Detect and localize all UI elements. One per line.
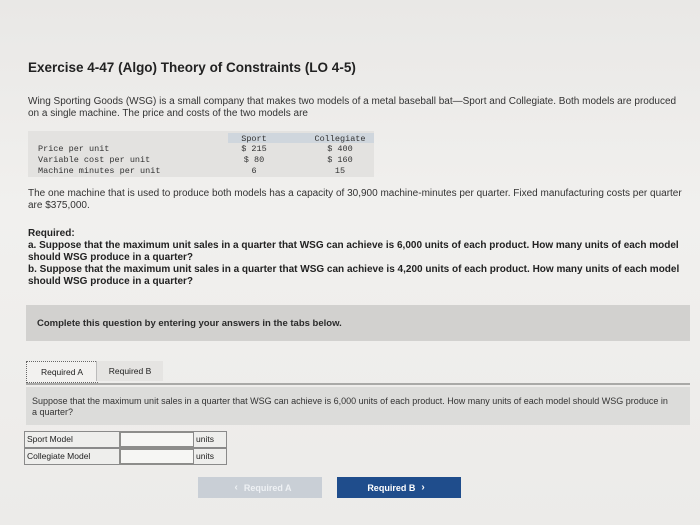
required-section — [28, 228, 690, 288]
intro-text: Wing Sporting Goods (WSG) is a small company that makes two models of a metal baseball bat—Sport and Collegiate. Both models are produced on a single machine. The price and costs of the two models are — [28, 96, 677, 119]
prev-button-label: Required A — [243, 482, 292, 493]
column-header-collegiate: Collegiate — [314, 134, 366, 144]
tab-required-b[interactable]: Required B — [96, 361, 163, 381]
required-b-text: b. Suppose that the maximum unit sales in a quarter that WSG can achieve is 4,200 units of each product. How many units of each model should WSG produce in a quarter? — [28, 264, 680, 287]
answer-label-sport: Sport Model — [24, 431, 120, 448]
next-button-label: Required B — [367, 482, 416, 493]
sport-units-input[interactable] — [119, 431, 195, 448]
cell-variable-collegiate: $ 160 — [327, 155, 353, 165]
answer-unit-collegiate: units — [193, 448, 227, 465]
next-required-button[interactable] — [337, 477, 461, 498]
question-panel — [26, 387, 690, 425]
answer-label-collegiate: Collegiate Model — [24, 448, 120, 465]
cell-price-sport: $ 215 — [241, 144, 267, 154]
instruction-banner — [26, 305, 690, 341]
tab-divider — [26, 383, 690, 385]
cell-variable-sport: $ 80 — [243, 155, 265, 165]
exercise-title: Exercise 4-47 (Algo) Theory of Constraints (LO 4-5) — [28, 60, 356, 75]
cell-minutes-collegiate: 15 — [334, 166, 346, 176]
prev-required-button[interactable] — [198, 477, 322, 498]
answer-unit-sport: units — [193, 431, 227, 448]
capacity-text: The one machine that is used to produce both models has a capacity of 30,900 machine-minutes per quarter. Fixed manufacturing costs per quarter are $375,000. — [28, 188, 682, 211]
row-label-price: Price per unit — [38, 144, 110, 154]
required-a-text: a. Suppose that the maximum unit sales in a quarter that WSG can achieve is 6,000 units of each product. How many units of each model should WSG produce in a quarter? — [28, 240, 679, 263]
cell-minutes-sport: 6 — [251, 166, 257, 176]
column-header-sport: Sport — [241, 134, 267, 144]
chevron-left-icon: ‹ — [234, 482, 238, 493]
price-cost-table — [28, 131, 374, 177]
instruction-text: Complete this question by entering your answers in the tabs below. — [37, 318, 342, 329]
chevron-right-icon: › — [421, 482, 425, 493]
required-heading: Required: — [28, 228, 75, 239]
question-text: Suppose that the maximum unit sales in a quarter that WSG can achieve is 6,000 units of each product. How many units of each model should WSG produce in a quarter? — [32, 396, 668, 417]
row-label-machine-minutes: Machine minutes per unit — [38, 166, 161, 176]
collegiate-units-input[interactable] — [119, 448, 195, 465]
cell-price-collegiate: $ 400 — [327, 144, 353, 154]
tab-required-a[interactable]: Required A — [26, 361, 98, 383]
row-label-variable-cost: Variable cost per unit — [38, 155, 151, 165]
